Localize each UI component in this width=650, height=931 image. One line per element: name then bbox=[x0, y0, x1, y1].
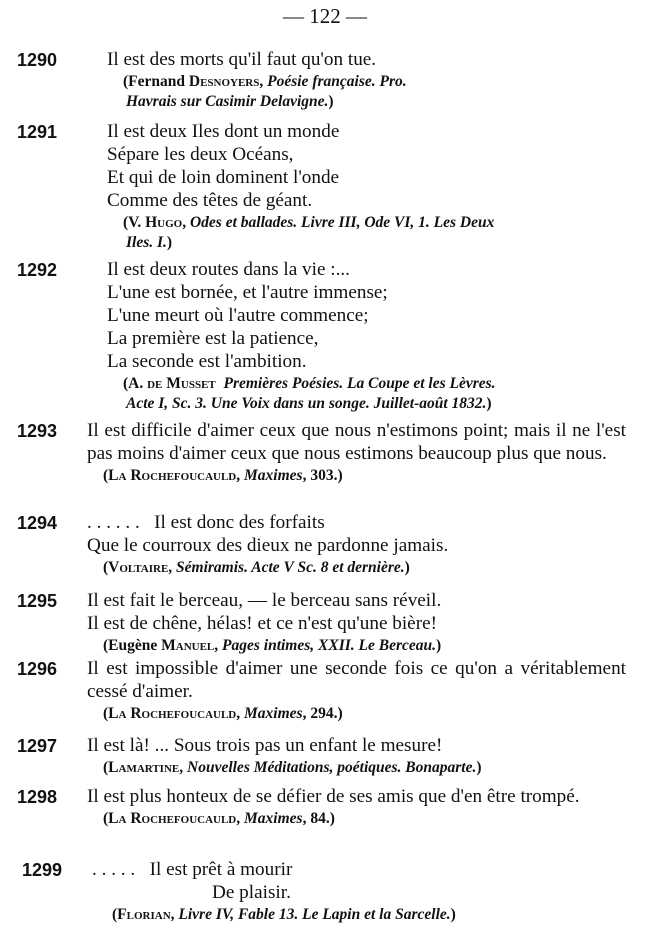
entry-body bbox=[107, 258, 626, 414]
entry-number: 1292 bbox=[17, 260, 58, 280]
verse-line: La première est la patience, bbox=[107, 328, 319, 349]
source-citation: (A. de Musset Premières Poésies. La Coupe et les Lèvres. Acte I, Sc. 3. Une Voix dans un songe. Juillet-août 1832.) bbox=[123, 375, 496, 412]
work-title: Maximes bbox=[244, 810, 303, 827]
source-citation: (Florian, Livre IV, Fable 13. Le Lapin et la Sarcelle.) bbox=[112, 906, 456, 923]
author: Florian bbox=[117, 906, 171, 923]
work-title: Odes et ballades. Livre III, Ode VI, 1. Les Deux bbox=[189, 214, 495, 231]
entry-body bbox=[107, 48, 626, 112]
author: Hugo bbox=[145, 214, 183, 231]
author: La Rochefoucauld bbox=[108, 705, 237, 722]
verse-line: L'une meurt où l'autre commence; bbox=[107, 305, 369, 326]
author: La Rochefoucauld bbox=[108, 810, 237, 827]
maxim-text: Il est plus honteux de se défier de ses amis que d'en être trompé. bbox=[87, 786, 580, 807]
source-citation: (Voltaire, Sémiramis. Acte V Sc. 8 et dernière.) bbox=[103, 559, 410, 576]
work-title: Nouvelles Méditations, poétiques. Bonaparte. bbox=[187, 759, 477, 776]
entry-number: 1299 bbox=[22, 860, 63, 880]
entry-body bbox=[87, 511, 626, 578]
verse-line: Il est deux Iles dont un monde bbox=[107, 121, 340, 142]
page-number: — 122 — bbox=[283, 4, 367, 28]
entry-number: 1291 bbox=[17, 122, 58, 142]
work-title: Poésie française. Pro. bbox=[267, 73, 407, 90]
work-title: Maximes bbox=[244, 705, 303, 722]
author: Lamartine bbox=[108, 759, 180, 776]
verse-line: Il est deux routes dans la vie :... bbox=[107, 259, 350, 280]
entry-body bbox=[87, 657, 626, 724]
author: La Rochefoucauld bbox=[108, 467, 237, 484]
source-citation: (V. Hugo, Odes et ballades. Livre III, Ode VI, 1. Les Deux Iles. I.) bbox=[123, 214, 495, 251]
verse-line: La seconde est l'ambition. bbox=[107, 351, 307, 372]
verse-line: Il est fait le berceau, — le berceau sans réveil. bbox=[87, 590, 442, 611]
entry-body bbox=[87, 419, 626, 486]
verse-line: . . . . . Il est prêt à mourir bbox=[92, 859, 293, 880]
verse-line: De plaisir. bbox=[212, 882, 291, 903]
entry-number: 1297 bbox=[17, 736, 58, 756]
author: Manuel bbox=[161, 637, 215, 654]
entry-number: 1294 bbox=[17, 513, 58, 533]
verse-line: . . . . . . Il est donc des forfaits bbox=[87, 512, 325, 533]
source-citation: (Lamartine, Nouvelles Méditations, poétiques. Bonaparte.) bbox=[103, 759, 482, 776]
maxim-text: Il est difficile d'aimer ceux que nous n'estimons point; mais il ne l'est pas moins d'aimer ceux que nous estimons beaucoup plus que nous. bbox=[87, 420, 626, 464]
verse-line: Comme des têtes de géant. bbox=[107, 190, 313, 211]
source-citation: (La Rochefoucauld, Maximes, 303.) bbox=[103, 467, 343, 484]
source-citation: (Fernand Desnoyers, Poésie française. Pro. Havrais sur Casimir Delavigne.) bbox=[123, 73, 407, 110]
entry-number: 1293 bbox=[17, 421, 58, 441]
entry-number: 1295 bbox=[17, 591, 58, 611]
work-title: Maximes bbox=[244, 467, 303, 484]
entry-body bbox=[92, 858, 626, 925]
author: Desnoyers bbox=[188, 73, 260, 90]
verse-line: Il est des morts qu'il faut qu'on tue. bbox=[107, 49, 377, 70]
entry-body bbox=[107, 120, 626, 253]
verse-line: Que le courroux des dieux ne pardonne jamais. bbox=[87, 535, 449, 556]
verse-line: L'une est bornée, et l'autre immense; bbox=[107, 282, 388, 303]
work-title: Sémiramis. Acte V Sc. 8 et dernière. bbox=[176, 559, 405, 576]
source-citation: (La Rochefoucauld, Maximes, 84.) bbox=[103, 810, 335, 827]
work-title: Pages intimes, XXII. Le Berceau. bbox=[222, 637, 436, 654]
verse-line: Il est de chêne, hélas! et ce n'est qu'une bière! bbox=[87, 613, 437, 634]
work-title: Livre IV, Fable 13. Le Lapin et la Sarcelle. bbox=[178, 906, 451, 923]
source-citation: (La Rochefoucauld, Maximes, 294.) bbox=[103, 705, 343, 722]
entry-body bbox=[87, 734, 626, 778]
author: de Musset bbox=[147, 375, 216, 392]
entry-number: 1296 bbox=[17, 659, 58, 679]
work-title: Premières Poésies. La Coupe et les Lèvres. bbox=[223, 375, 496, 392]
entry-number: 1298 bbox=[17, 787, 58, 807]
author: Voltaire bbox=[108, 559, 169, 576]
verse-line: Il est là! ... Sous trois pas un enfant le mesure! bbox=[87, 735, 443, 756]
verse-line: Et qui de loin dominent l'onde bbox=[107, 167, 340, 188]
entry-body bbox=[87, 589, 626, 656]
maxim-text: Il est impossible d'aimer une seconde fois ce qu'on a véritablement cessé d'aimer. bbox=[87, 658, 626, 702]
entry-number: 1290 bbox=[17, 50, 58, 70]
source-citation: (Eugène Manuel, Pages intimes, XXII. Le Berceau.) bbox=[103, 637, 442, 654]
verse-line: Sépare les deux Océans, bbox=[107, 144, 294, 165]
entry-body bbox=[87, 785, 626, 829]
